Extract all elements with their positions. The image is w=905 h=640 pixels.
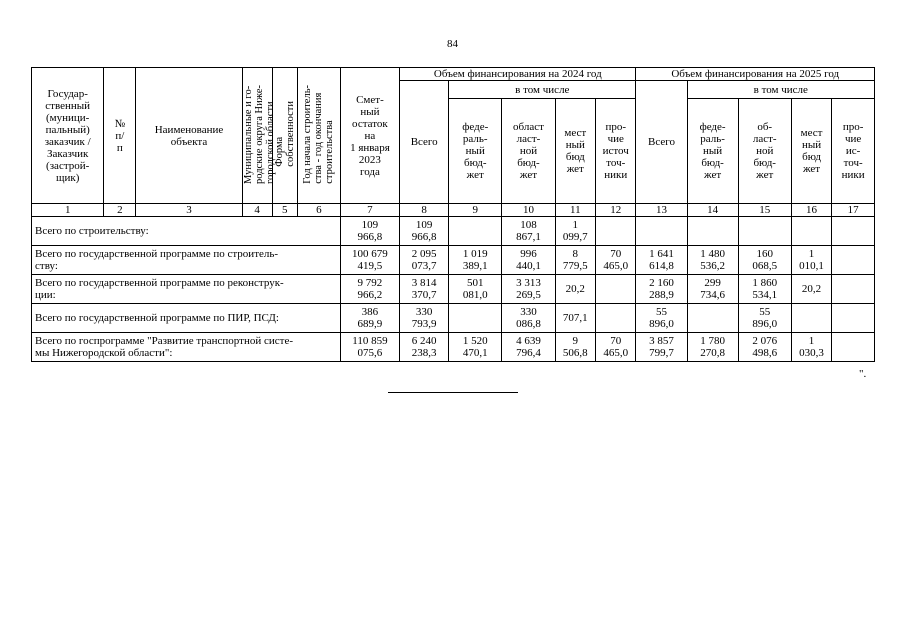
value-cell: 1 099,7 bbox=[555, 217, 595, 246]
financing-table bbox=[31, 67, 875, 362]
header-total-2024: Всего bbox=[400, 81, 449, 204]
value-cell: 109 966,8 bbox=[340, 217, 400, 246]
value-cell: 70 465,0 bbox=[596, 333, 636, 362]
column-index-cell: 1 bbox=[32, 204, 104, 217]
column-index-cell: 17 bbox=[832, 204, 875, 217]
value-cell: 160 068,5 bbox=[738, 246, 791, 275]
value-cell: 330 086,8 bbox=[502, 304, 555, 333]
header-federal-2024: феде- раль- ный бюд- жет bbox=[449, 99, 502, 204]
closing-mark: ". bbox=[859, 368, 867, 380]
header-regional-2025: об- ласт- ной бюд- жет bbox=[738, 99, 791, 204]
value-cell: 4 639 796,4 bbox=[502, 333, 555, 362]
value-cell: 6 240 238,3 bbox=[400, 333, 449, 362]
column-index-cell: 10 bbox=[502, 204, 555, 217]
value-cell: 100 679 419,5 bbox=[340, 246, 400, 275]
value-cell bbox=[596, 275, 636, 304]
column-index-cell: 16 bbox=[791, 204, 831, 217]
value-cell: 1 010,1 bbox=[791, 246, 831, 275]
header-estimated-remainder: Смет- ный остаток на 1 января 2023 года bbox=[340, 68, 400, 204]
value-cell bbox=[596, 304, 636, 333]
header-federal-2025: феде- раль- ный бюд- жет bbox=[687, 99, 738, 204]
value-cell: 2 095 073,7 bbox=[400, 246, 449, 275]
column-index-cell: 12 bbox=[596, 204, 636, 217]
value-cell: 3 313 269,5 bbox=[502, 275, 555, 304]
header-financing-2025: Объем финансирования на 2025 год bbox=[636, 68, 875, 81]
value-cell: 9 506,8 bbox=[555, 333, 595, 362]
value-cell: 109 966,8 bbox=[400, 217, 449, 246]
column-index-cell: 7 bbox=[340, 204, 400, 217]
header-including-2024: в том числе bbox=[449, 81, 636, 99]
value-cell: 1 860 534,1 bbox=[738, 275, 791, 304]
column-index-cell: 14 bbox=[687, 204, 738, 217]
value-cell: 55 896,0 bbox=[738, 304, 791, 333]
header-total-2025: Всего bbox=[636, 81, 687, 204]
value-cell bbox=[636, 217, 687, 246]
header-including-2025: в том числе bbox=[687, 81, 874, 99]
value-cell: 55 896,0 bbox=[636, 304, 687, 333]
value-cell bbox=[687, 304, 738, 333]
value-cell bbox=[832, 304, 875, 333]
table-row bbox=[32, 246, 875, 275]
value-cell: 707,1 bbox=[555, 304, 595, 333]
header-local-2024: мест ный бюд жет bbox=[555, 99, 595, 204]
value-cell bbox=[596, 217, 636, 246]
value-cell: 9 792 966,2 bbox=[340, 275, 400, 304]
value-cell: 1 030,3 bbox=[791, 333, 831, 362]
value-cell bbox=[832, 246, 875, 275]
header-regional-2024: област ласт- ной бюд- жет bbox=[502, 99, 555, 204]
value-cell: 1 780 270,8 bbox=[687, 333, 738, 362]
value-cell bbox=[832, 217, 875, 246]
value-cell: 2 160 288,9 bbox=[636, 275, 687, 304]
value-cell: 1 480 536,2 bbox=[687, 246, 738, 275]
column-index-cell: 9 bbox=[449, 204, 502, 217]
column-index-row bbox=[32, 204, 875, 217]
value-cell: 2 076 498,6 bbox=[738, 333, 791, 362]
value-cell bbox=[832, 333, 875, 362]
value-cell: 1 019 389,1 bbox=[449, 246, 502, 275]
value-cell: 3 857 799,7 bbox=[636, 333, 687, 362]
row-label: Всего по государственной программе по ПИР, ПСД: bbox=[32, 304, 341, 333]
value-cell bbox=[449, 217, 502, 246]
column-index-cell: 6 bbox=[298, 204, 341, 217]
value-cell: 3 814 370,7 bbox=[400, 275, 449, 304]
value-cell bbox=[832, 275, 875, 304]
value-cell bbox=[449, 304, 502, 333]
value-cell bbox=[738, 217, 791, 246]
table-row bbox=[32, 304, 875, 333]
value-cell: 20,2 bbox=[791, 275, 831, 304]
page-number: 84 bbox=[447, 38, 458, 50]
header-ownership: Форма собственности bbox=[272, 68, 298, 204]
header-construction-years: Год начала строитель- ства - год окончания строительства bbox=[298, 68, 341, 204]
value-cell: 20,2 bbox=[555, 275, 595, 304]
row-label: Всего по строительству: bbox=[32, 217, 341, 246]
value-cell: 386 689,9 bbox=[340, 304, 400, 333]
value-cell: 996 440,1 bbox=[502, 246, 555, 275]
separator-line bbox=[388, 392, 518, 393]
value-cell: 8 779,5 bbox=[555, 246, 595, 275]
table-row bbox=[32, 275, 875, 304]
column-index-cell: 4 bbox=[242, 204, 272, 217]
table-row bbox=[32, 217, 875, 246]
column-index-cell: 15 bbox=[738, 204, 791, 217]
value-cell: 299 734,6 bbox=[687, 275, 738, 304]
value-cell bbox=[687, 217, 738, 246]
value-cell bbox=[791, 304, 831, 333]
row-label: Всего по государственной программе по реконструк- ции: bbox=[32, 275, 341, 304]
row-label: Всего по госпрограмме "Развитие транспортной систе- мы Нижегородской области": bbox=[32, 333, 341, 362]
column-index-cell: 8 bbox=[400, 204, 449, 217]
value-cell: 501 081,0 bbox=[449, 275, 502, 304]
header-customer: Государ- ственный (муници- пальный) заказчик / Заказчик (застрой- щик) bbox=[32, 68, 104, 204]
header-financing-2024: Объем финансирования на 2024 год bbox=[400, 68, 636, 81]
value-cell: 108 867,1 bbox=[502, 217, 555, 246]
row-label: Всего по государственной программе по строитель- ству: bbox=[32, 246, 341, 275]
header-number: № п/ п bbox=[104, 68, 136, 204]
value-cell: 330 793,9 bbox=[400, 304, 449, 333]
header-local-2025: мест ный бюд жет bbox=[791, 99, 831, 204]
header-municipality: Муниципальные и го- родские округа Ниже- городской области bbox=[242, 68, 272, 204]
value-cell: 1 641 614,8 bbox=[636, 246, 687, 275]
column-index-cell: 2 bbox=[104, 204, 136, 217]
column-index-cell: 5 bbox=[272, 204, 298, 217]
column-index-cell: 11 bbox=[555, 204, 595, 217]
column-index-cell: 13 bbox=[636, 204, 687, 217]
value-cell: 70 465,0 bbox=[596, 246, 636, 275]
header-object-name: Наименование объекта bbox=[136, 68, 242, 204]
value-cell: 1 520 470,1 bbox=[449, 333, 502, 362]
value-cell: 110 859 075,6 bbox=[340, 333, 400, 362]
header-other-2025: про- чие ис- точ- ники bbox=[832, 99, 875, 204]
value-cell bbox=[791, 217, 831, 246]
column-index-cell: 3 bbox=[136, 204, 242, 217]
header-other-2024: про- чие источ точ- ники bbox=[596, 99, 636, 204]
table-row bbox=[32, 333, 875, 362]
